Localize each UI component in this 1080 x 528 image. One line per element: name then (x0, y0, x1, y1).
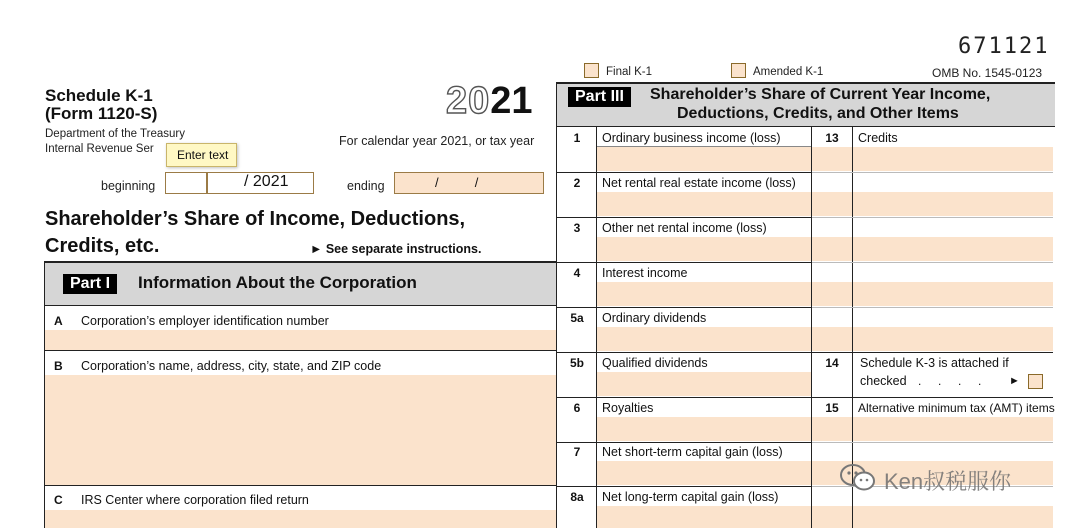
corporation-address-input[interactable] (45, 375, 556, 485)
line-8a-num: 8a (570, 490, 584, 504)
main-heading-line1: Shareholder’s Share of Income, Deductions, (45, 208, 466, 230)
col-mid-cell-8[interactable] (812, 506, 852, 528)
line-3-input[interactable] (597, 237, 811, 261)
part3-left-border (556, 82, 557, 528)
col-mid-cell-4[interactable] (812, 282, 852, 306)
col-mid-cell-6[interactable] (812, 417, 852, 441)
line-14-arrow: ► (1009, 375, 1020, 387)
amt-cell-3[interactable] (853, 506, 1053, 528)
enter-text-tooltip: Enter text (166, 143, 237, 167)
line-8a-input[interactable] (597, 506, 811, 528)
tax-year (446, 80, 533, 123)
line-15-label: Alternative minimum tax (AMT) items (858, 401, 1055, 415)
line-5a-input[interactable] (597, 327, 811, 351)
part3-title-line1: Shareholder’s Share of Current Year Income, (650, 86, 991, 103)
part3-title-line2: Deductions, Credits, and Other Items (677, 105, 959, 122)
line-4-label: Interest income (602, 266, 688, 280)
form-code: 671121 (958, 34, 1050, 59)
beginning-label: beginning (101, 179, 156, 193)
row-c-label: IRS Center where corporation filed return (81, 493, 309, 507)
line-4-divider (557, 307, 812, 308)
line-14-num: 14 (825, 356, 839, 370)
line-5b-divider (557, 397, 1053, 398)
line-2-divider (557, 217, 812, 218)
line-3-divider (557, 262, 812, 263)
credits-cell-1[interactable] (853, 147, 1053, 171)
final-k1-label: Final K-1 (606, 66, 653, 78)
irs-center-input[interactable] (45, 510, 556, 528)
credits-divider-5 (812, 352, 1053, 353)
credits-cell-3[interactable] (853, 237, 1053, 261)
row-c-letter: C (54, 493, 63, 507)
wechat-watermark (838, 462, 878, 499)
credits-cell-5[interactable] (853, 327, 1053, 351)
credits-cell-4[interactable] (853, 282, 1053, 306)
line-7-label: Net short-term capital gain (loss) (602, 445, 783, 459)
line-1-input[interactable] (597, 147, 811, 171)
row-a-label: Corporation’s employer identification number (81, 314, 329, 328)
part1-tag: Part I (63, 274, 117, 294)
line-6-divider (557, 442, 812, 443)
line-1-underline (597, 146, 811, 147)
row-b-letter: B (54, 359, 63, 373)
schedule-k3-checkbox[interactable] (1028, 374, 1043, 389)
wechat-icon (838, 462, 878, 494)
line-2-label: Net rental real estate income (loss) (602, 176, 796, 190)
col-mid-cell-1[interactable] (812, 147, 852, 171)
line-7-divider (557, 486, 812, 487)
row-b-divider (44, 485, 556, 486)
row-a-letter: A (54, 314, 63, 328)
line-5b-input[interactable] (597, 372, 811, 396)
credits-divider-4 (812, 307, 1053, 308)
see-instructions: ► See separate instructions. (310, 242, 482, 256)
beginning-year-value: / 2021 (244, 173, 289, 190)
irs-label: Internal Revenue Ser (45, 143, 154, 155)
line-1-num: 1 (573, 131, 581, 145)
line-3-label: Other net rental income (loss) (602, 221, 767, 235)
col-mid-cell-2[interactable] (812, 192, 852, 216)
credits-divider-3 (812, 262, 1053, 263)
final-k1-checkbox[interactable] (584, 63, 599, 78)
col-mid-cell-5[interactable] (812, 327, 852, 351)
credits-cell-2[interactable] (853, 192, 1053, 216)
amt-divider-1 (812, 442, 1053, 443)
line-13-label: Credits (858, 131, 898, 145)
line-14-checked: checked (860, 374, 907, 388)
line-8a-label: Net long-term capital gain (loss) (602, 490, 779, 504)
line-2-input[interactable] (597, 192, 811, 216)
ending-label: ending (347, 179, 385, 193)
part1-title: Information About the Corporation (138, 273, 417, 292)
line-2-num: 2 (573, 176, 581, 190)
line-7-num: 7 (573, 445, 581, 459)
credits-divider-1 (812, 172, 1053, 173)
calendar-year-text: For calendar year 2021, or tax year (339, 134, 535, 148)
row-b-label: Corporation’s name, address, city, state, and ZIP code (81, 359, 382, 373)
year-outline: 20 (446, 80, 491, 122)
line-1-label: Ordinary business income (loss) (602, 131, 781, 145)
schedule-title: Schedule K-1 (45, 86, 153, 105)
line-13-num: 13 (825, 131, 839, 145)
ein-input[interactable] (45, 330, 556, 350)
line-4-input[interactable] (597, 282, 811, 306)
row-a-divider (44, 350, 556, 351)
line-5a-label: Ordinary dividends (602, 311, 707, 325)
line-4-num: 4 (573, 266, 581, 280)
line-3-num: 3 (573, 221, 581, 235)
amended-k1-checkbox[interactable] (731, 63, 746, 78)
line-5a-num: 5a (570, 311, 584, 325)
ending-date-slashes: / / (435, 175, 479, 190)
form-number: (Form 1120-S) (45, 104, 158, 123)
year-solid: 21 (490, 80, 533, 122)
line-7-input[interactable] (597, 461, 811, 485)
line-6-input[interactable] (597, 417, 811, 441)
col-mid-cell-3[interactable] (812, 237, 852, 261)
part3-tag: Part III (568, 87, 631, 107)
line-15-num: 15 (825, 401, 839, 415)
omb-number: OMB No. 1545-0123 (932, 66, 1043, 80)
amt-cell-1[interactable] (853, 417, 1053, 441)
dept-treasury: Department of the Treasury (45, 128, 185, 140)
beginning-month-input[interactable] (165, 172, 207, 194)
line-14-label: Schedule K-3 is attached if (860, 356, 1009, 370)
line-1-divider (557, 172, 812, 173)
main-heading-line2: Credits, etc. (45, 235, 160, 257)
line-5b-num: 5b (569, 356, 584, 370)
amended-k1-label: Amended K-1 (753, 66, 824, 78)
credits-divider-2 (812, 217, 1053, 218)
watermark-text: Ken叔税服你 (884, 469, 1012, 494)
line-5a-divider (557, 352, 812, 353)
line-5b-label: Qualified dividends (602, 356, 708, 370)
line-6-label: Royalties (602, 401, 654, 415)
line-6-num: 6 (573, 401, 581, 415)
line-14-dots: . . . . (918, 374, 982, 388)
